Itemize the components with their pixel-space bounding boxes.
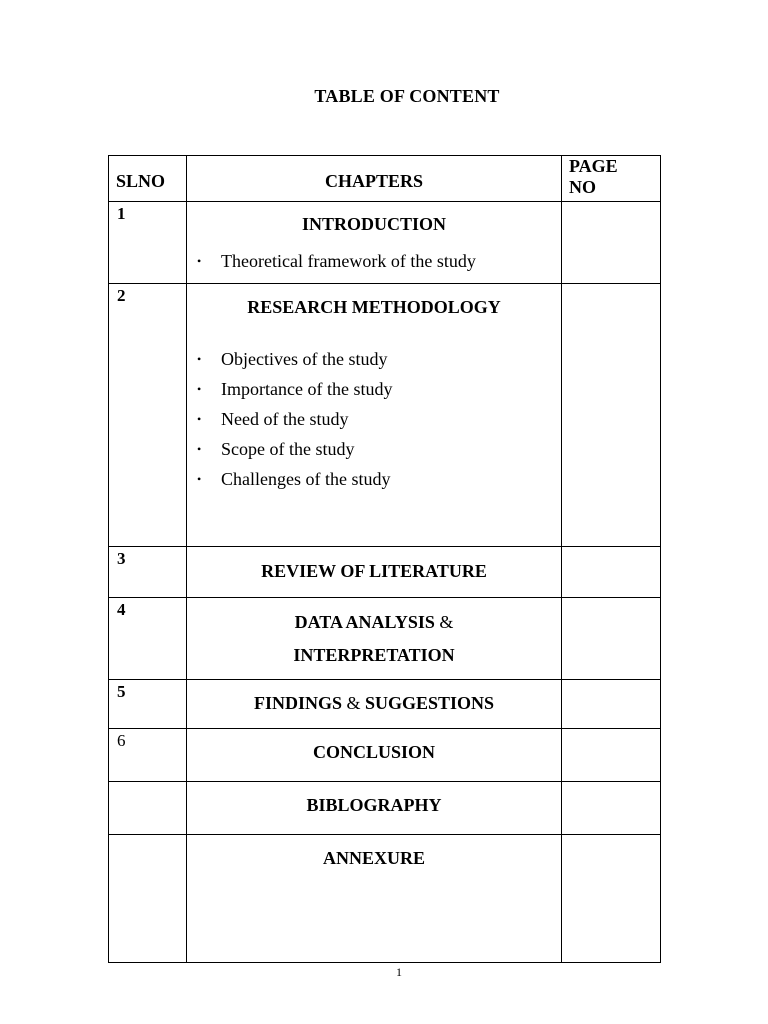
list-item [187, 434, 561, 464]
subitem-text: Need of the study [221, 409, 349, 429]
page-cell [562, 680, 661, 729]
slno-cell [109, 782, 187, 835]
subitem-text: Importance of the study [221, 379, 393, 399]
subitem-list [187, 246, 561, 276]
table-row [109, 202, 661, 284]
chapter-title-part: DATA ANALYSIS [294, 612, 435, 632]
slno-cell: 2 [109, 284, 187, 547]
page-cell [562, 284, 661, 547]
bullet-icon: • [197, 472, 202, 486]
header-page-no-line1: PAGE [569, 156, 618, 176]
page-cell [562, 547, 661, 598]
table-row [109, 835, 661, 963]
slno-cell: 4 [109, 598, 187, 680]
slno-cell: 5 [109, 680, 187, 729]
list-item [187, 246, 561, 276]
page-cell [562, 202, 661, 284]
subitem-text: Theoretical framework of the study [221, 251, 476, 271]
bullet-icon: • [197, 382, 202, 396]
slno-cell [109, 835, 187, 963]
table-row [109, 598, 661, 680]
bullet-icon: • [197, 254, 202, 268]
page-cell [562, 598, 661, 680]
ampersand: & [346, 693, 361, 713]
chapter-title-part: FINDINGS [253, 693, 342, 713]
chapter-title: INTRODUCTION [301, 214, 447, 234]
bullet-icon: • [197, 352, 202, 366]
chapter-title-line1 [187, 612, 561, 633]
bullet-icon: • [197, 442, 202, 456]
chapter-title-line2: INTERPRETATION [293, 645, 455, 665]
chapter-title-part: SUGGESTIONS [364, 693, 495, 713]
header-chapters: CHAPTERS [187, 156, 562, 202]
subitem-list [187, 344, 561, 494]
page-cell [562, 835, 661, 963]
page-cell [562, 782, 661, 835]
table-row [109, 284, 661, 547]
chapter-cell [187, 598, 562, 680]
ampersand: & [439, 612, 454, 632]
chapter-cell [187, 729, 562, 782]
header-row [109, 156, 661, 202]
chapter-title: REVIEW OF LITERATURE [261, 561, 487, 581]
table-row [109, 729, 661, 782]
chapter-cell [187, 547, 562, 598]
slno-cell: 3 [109, 547, 187, 598]
chapter-cell [187, 202, 562, 284]
header-page-no-line2: NO [569, 177, 596, 197]
chapter-cell [187, 782, 562, 835]
chapter-title: BIBLOGRAPHY [306, 795, 442, 815]
page-number: 1 [396, 965, 402, 979]
chapter-title [187, 693, 561, 714]
chapter-cell [187, 835, 562, 963]
table-of-contents [108, 155, 661, 963]
chapter-title: ANNEXURE [322, 848, 425, 868]
chapter-cell [187, 284, 562, 547]
slno-cell: 1 [109, 202, 187, 284]
list-item [187, 374, 561, 404]
list-item [187, 404, 561, 434]
table-row [109, 782, 661, 835]
header-slno: SLNO [109, 156, 187, 202]
chapter-cell [187, 680, 562, 729]
page-cell [562, 729, 661, 782]
slno-cell: 6 [109, 729, 187, 782]
chapter-title: RESEARCH METHODOLOGY [247, 297, 501, 317]
subitem-text: Objectives of the study [221, 349, 388, 369]
header-page-no [562, 156, 661, 202]
document-title: TABLE OF CONTENT [314, 86, 500, 106]
list-item [187, 464, 561, 494]
list-item [187, 344, 561, 374]
chapter-title: CONCLUSION [312, 742, 436, 762]
subitem-text: Scope of the study [221, 439, 355, 459]
subitem-text: Challenges of the study [221, 469, 391, 489]
table-row [109, 547, 661, 598]
bullet-icon: • [197, 412, 202, 426]
table-row [109, 680, 661, 729]
